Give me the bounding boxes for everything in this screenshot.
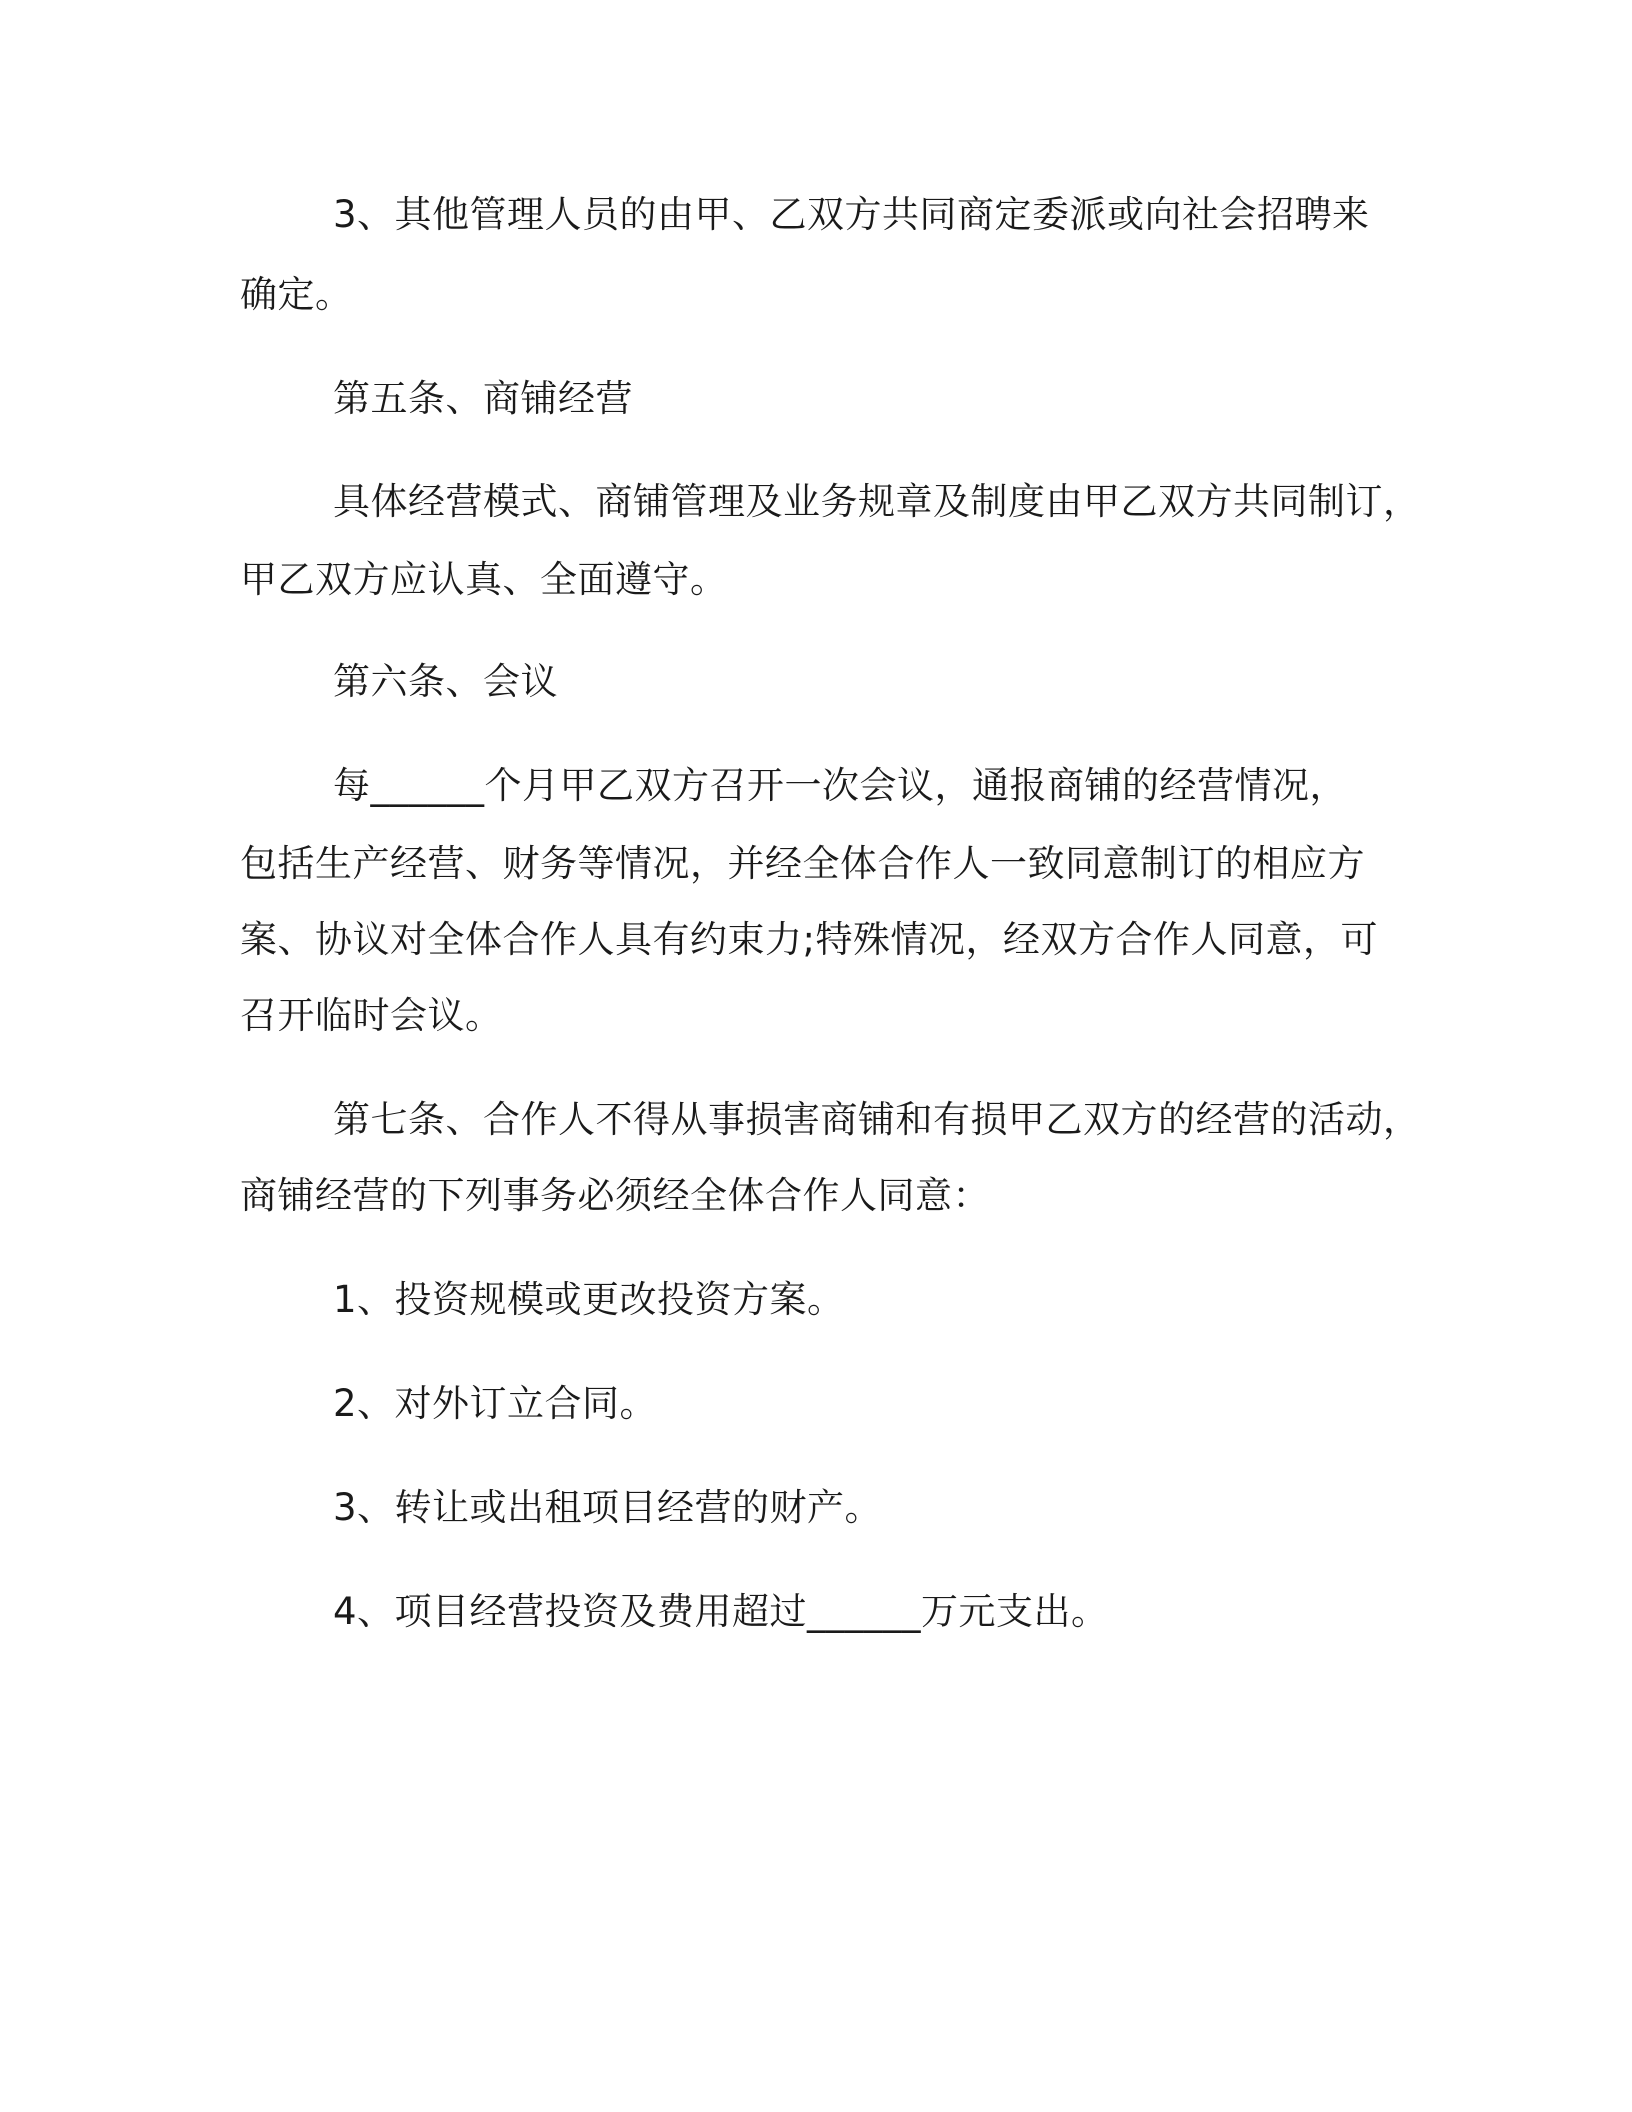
article-5-body-line-1: 具体经营模式、商铺管理及业务规章及制度由甲乙双方共同制订， xyxy=(333,480,1421,523)
article-5-body-line-2: 甲乙双方应认真、全面遵守。 xyxy=(240,558,728,601)
article-5-heading: 第五条、商铺经营 xyxy=(333,377,633,420)
article-6-heading: 第六条、会议 xyxy=(333,660,558,703)
article-7-item-3: 3、转让或出租项目经营的财产。 xyxy=(333,1486,883,1529)
article-6-body-line-4: 召开临时会议。 xyxy=(240,994,503,1037)
article-7-line-2: 商铺经营的下列事务必须经全体合作人同意： xyxy=(240,1174,990,1217)
article-7-item-2: 2、对外订立合同。 xyxy=(333,1382,658,1425)
article-7-line-1: 第七条、合作人不得从事损害商铺和有损甲乙双方的经营的活动， xyxy=(333,1098,1421,1141)
clause-4-item-3-line-1: 3、其他管理人员的由甲、乙双方共同商定委派或向社会招聘来 xyxy=(333,193,1370,236)
article-6-body-line-1: 每______个月甲乙双方召开一次会议，通报商铺的经营情况， xyxy=(333,764,1347,807)
article-7-item-4: 4、项目经营投资及费用超过______万元支出。 xyxy=(333,1590,1109,1633)
article-6-body-line-2: 包括生产经营、财务等情况，并经全体合作人一致同意制订的相应方 xyxy=(240,842,1365,885)
article-7-item-1: 1、投资规模或更改投资方案。 xyxy=(333,1278,845,1321)
article-6-body-line-3: 案、协议对全体合作人具有约束力;特殊情况，经双方合作人同意，可 xyxy=(240,918,1378,961)
clause-4-item-3-line-2: 确定。 xyxy=(240,273,353,316)
